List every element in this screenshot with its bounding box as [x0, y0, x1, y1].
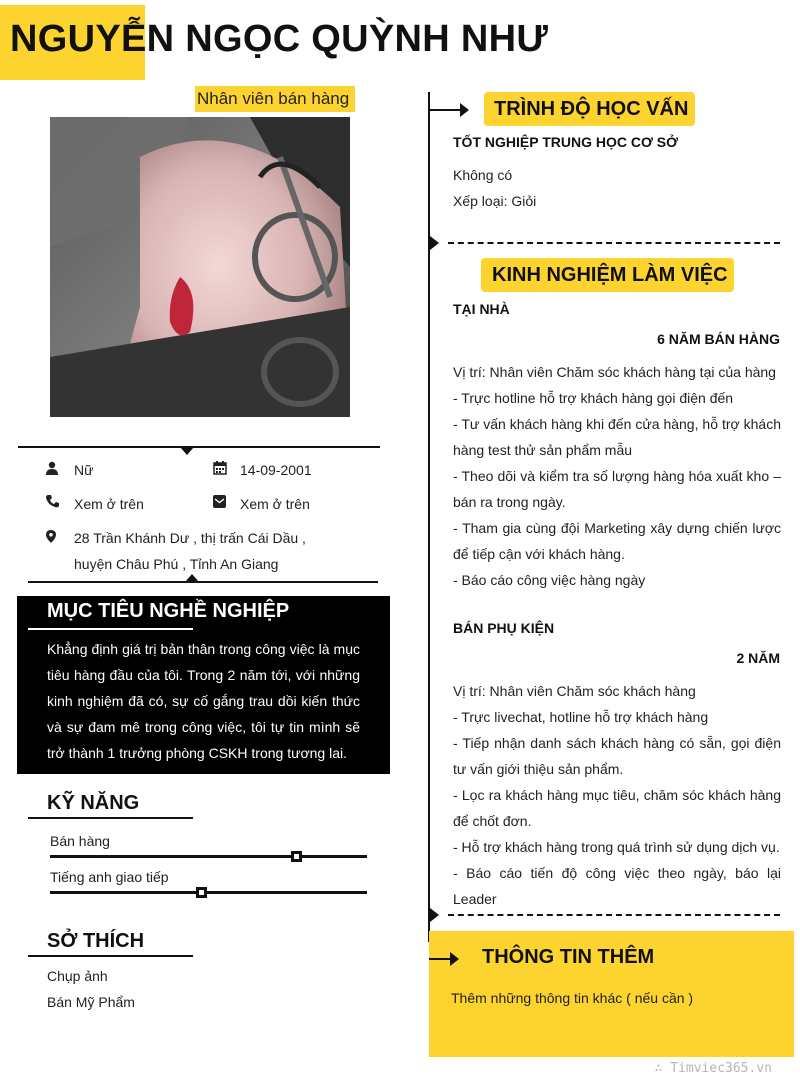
- section-dashed-divider: [448, 242, 780, 244]
- profile-photo-image: [50, 117, 350, 417]
- birthdate-value: 14-09-2001: [240, 462, 312, 478]
- address-line1: 28 Trần Khánh Dư , thị trấn Cái Dầu ,: [74, 530, 306, 546]
- phone-icon: [46, 495, 60, 509]
- watermark: ∴ Timviec365.vn: [654, 1061, 772, 1076]
- timeline-arrow: [429, 109, 461, 111]
- timeline-marker: [430, 908, 439, 922]
- job-title: Nhân viên bán hàng: [195, 86, 355, 112]
- job-description-line: - Trực hotline hỗ trợ khách hàng gọi điện đến: [453, 390, 734, 406]
- skill-name: Bán hàng: [50, 833, 110, 849]
- skills-underline: [28, 817, 193, 819]
- education-line: Không có: [453, 167, 513, 183]
- email-icon: [213, 495, 227, 509]
- hobby-item: Bán Mỹ Phẩm: [47, 994, 135, 1010]
- map-pin-icon: [46, 530, 60, 544]
- job-description-line: - Theo dõi và kiểm tra số lượng hàng hóa xuất kho – bán ra trong ngày.: [453, 468, 781, 510]
- full-name: NGUYỄN NGỌC QUỲNH NHƯ: [10, 18, 549, 60]
- extra-info-text: Thêm những thông tin khác ( nếu cần ): [451, 990, 694, 1006]
- job-description-line: - Lọc ra khách hàng mục tiêu, chăm sóc khách hàng để chốt đơn.: [453, 787, 781, 829]
- divider-arrow-up: [185, 574, 199, 582]
- timeline-marker: [430, 236, 439, 250]
- job-description: [453, 359, 781, 593]
- education-degree: TỐT NGHIỆP TRUNG HỌC CƠ SỞ: [453, 134, 679, 150]
- experience-title: KINH NGHIỆM LÀM VIỆC: [492, 264, 728, 286]
- address-line2: huyện Châu Phú , Tỉnh An Giang: [74, 556, 279, 572]
- email-value: Xem ở trên: [240, 496, 310, 512]
- divider-arrow-down: [180, 447, 194, 455]
- contact-top-divider: [18, 446, 380, 448]
- timeline-line: [428, 92, 430, 942]
- gender-value: Nữ: [74, 462, 94, 478]
- skill-bar-track: [50, 855, 367, 858]
- skill-bar-track: [50, 891, 367, 894]
- hobby-item: Chụp ảnh: [47, 968, 108, 984]
- arrow-right-icon: [450, 952, 459, 966]
- skill-level-knob[interactable]: [291, 851, 302, 862]
- job-description: [453, 678, 781, 912]
- job-description-line: Vị trí: Nhân viên Chăm sóc khách hàng tại của hàng: [453, 364, 776, 380]
- hobbies-underline: [28, 955, 193, 957]
- timeline-arrow: [429, 958, 451, 960]
- skills-title: KỸ NĂNG: [47, 792, 140, 814]
- objective-title: MỤC TIÊU NGHỀ NGHIỆP: [47, 600, 290, 622]
- arrow-right-icon: [460, 103, 469, 117]
- job-description-line: - Báo cáo công việc hàng ngày: [453, 572, 646, 588]
- contact-bottom-divider: [28, 581, 378, 583]
- objective-underline: [28, 628, 193, 630]
- skill-name: Tiếng anh giao tiếp: [50, 869, 169, 885]
- hobbies-title: SỞ THÍCH: [47, 930, 145, 952]
- job-description-line: - Báo cáo tiến độ công việc theo ngày, báo lại Leader: [453, 865, 781, 907]
- section-dashed-divider: [448, 914, 780, 916]
- job-company: BÁN PHỤ KIỆN: [453, 620, 555, 636]
- education-title: TRÌNH ĐỘ HỌC VẤN: [494, 98, 689, 120]
- calendar-icon: [213, 461, 227, 475]
- job-duration: 6 NĂM BÁN HÀNG: [657, 331, 780, 347]
- job-duration: 2 NĂM: [736, 650, 780, 666]
- objective-text: Khẳng định giá trị bản thân trong công việc là mục tiêu hàng đầu của tôi. Trong 2 năm tới, với những kinh nghiệm đã có, sự cố gắng trau dồi kiến thức và sự đam mê trong công việc, tôi tự tin mình sẽ trở thành 1 trưởng phòng CSKH trong tương lai.: [47, 641, 360, 761]
- skill-level-knob[interactable]: [196, 887, 207, 898]
- education-grade: Xếp loại: Giỏi: [453, 193, 537, 209]
- extra-info-title: THÔNG TIN THÊM: [482, 946, 655, 968]
- job-description-line: - Trực livechat, hotline hỗ trợ khách hàng: [453, 709, 709, 725]
- profile-photo: [50, 117, 350, 417]
- job-description-line: - Tiếp nhận danh sách khách hàng có sẵn, gọi điện tư vấn giới thiệu sản phẩm.: [453, 735, 781, 777]
- job-company: TẠI NHÀ: [453, 301, 510, 317]
- job-description-line: - Hỗ trợ khách hàng trong quá trình sử dụng dịch vụ.: [453, 839, 780, 855]
- phone-value: Xem ở trên: [74, 496, 144, 512]
- job-description-line: - Tham gia cùng đội Marketing xây dựng chiến lược để tiếp cận với khách hàng.: [453, 520, 781, 562]
- job-description-line: - Tư vấn khách hàng khi đến cửa hàng, hỗ trợ khách hàng test thử sản phẩm mẫu: [453, 416, 781, 458]
- job-description-line: Vị trí: Nhân viên Chăm sóc khách hàng: [453, 683, 696, 699]
- user-icon: [46, 461, 60, 475]
